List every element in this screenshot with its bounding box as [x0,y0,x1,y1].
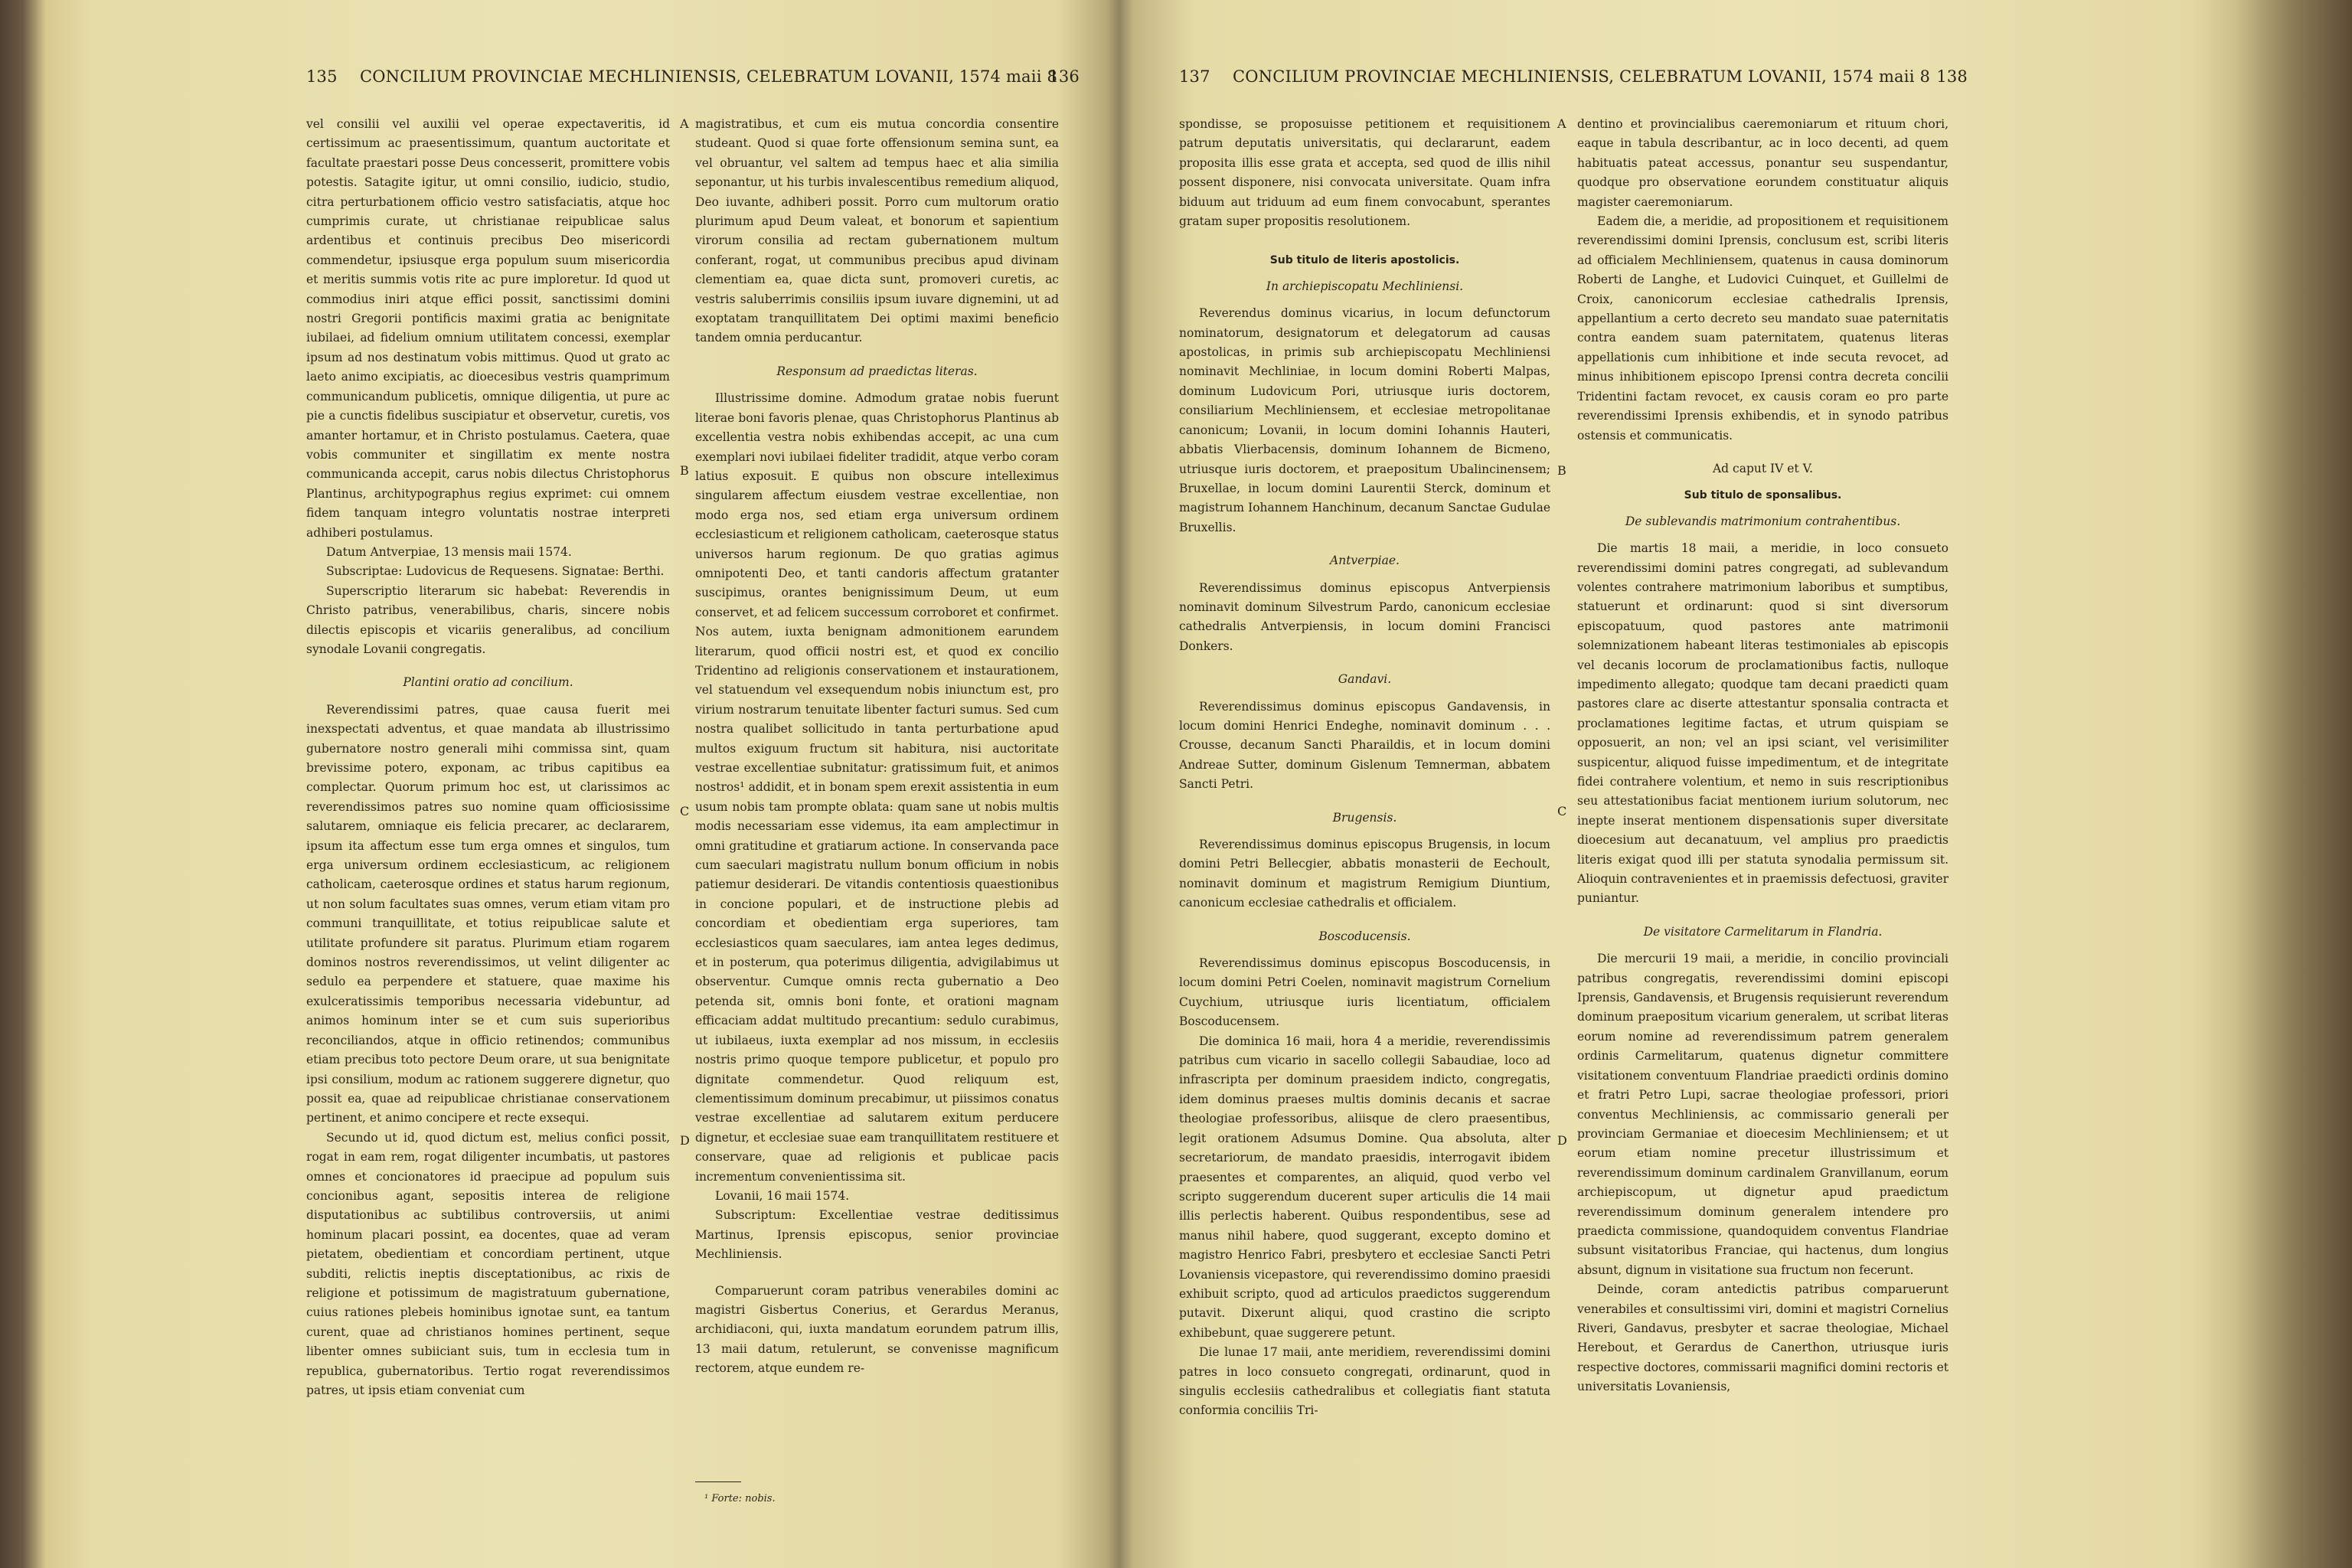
signature-line: Subscriptae: Ludovicus de Requesens. Signatae: Berthi. [326,564,665,579]
margin-letter: A [680,116,689,131]
date-line: Datum Antverpiae, 13 mensis maii 1574. [326,544,572,559]
margin-letter: C [680,804,690,818]
section-heading: Plantini oratio ad concilium. [403,675,573,690]
margin-letter: A [1557,116,1566,131]
paragraph: Secundo ut id, quod dictum est, melius confici possit, rogat in eam rem, rogat diligenter incumbatis, ut pastores omnes et concionatores id praecipue ad populum suis concionibus agant, sepositis interea de religione disputationibus ac subtilibus controversiis, ut animi hominum placari possint, ea docentes, quae ad veram pietatem, obedientiam et concordiam pertinent, utque subditi, relictis ineptis disceptationibus, ac rixis de religione et potissimum de magistratuum gubernatione, cuius rationes plebeis hominibus ignotae sunt, ea tantum curent, quae ad christianos homines pertinent, seque libenter omnes subiiciant suis, tum in ecclesia tum in republica, gubernatoribus. Tertio rogat reverendissimos patres, ut ipsis etiam conveniat cum [306,1130,670,1397]
paragraph: Eadem die, a meridie, ad propositionem et requisitionem reverendissimi domini Iprensis, conclusum est, scribi literis ad officialem Mechliniensem, quatenus in causa dominorum Roberti de Langhe, et Ludovici Cuinquet, et Guillelmi de Croix, canonicorum ecclesiae cathedralis Iprensis, appellantium a certo decreto seu mandato suae paternitatis contra eandem suam paternitatem, quatenus literas appellationis cum inhibitione et inde secuta revocet, ad minus inhibitionem episcopo Iprensi contra decreta concilii Tridentini factam revocet, ex causis coram eo pro parte reverendissimi Iprensis exhibendis, et in synodo patribus ostensis et communicatis. [1577,214,1949,443]
paragraph: Comparuerunt coram patribus venerabiles domini ac magistri Gisbertus Conerius, et Gerardus Meranus, archidiaconi, qui, iuxta mandatum eorundem patrum illis, 13 maii datum, retulerunt, se convenisse magnificum rectorem, atque eundem re- [695,1283,1059,1376]
section-heading: Ad caput IV et V. [1712,461,1813,475]
subsection-heading: De visitatore Carmelitarum in Flandria. [1643,924,1883,939]
subsection-heading: Boscoducensis. [1318,929,1411,943]
running-header [1179,67,1968,98]
footnote-rule [695,1481,741,1482]
section-heading: Sub titulo de sponsalibus. [1684,489,1842,502]
column-left [1179,115,1550,1508]
paragraph: dentino et provincialibus caeremoniarum et rituum chori, eaque in tabula describantur, ac in loco decenti, ad quem habituatis pateat accessus, ponantur seu suspendantur, quodque pro observatione eorundem constituatur aliquis magister caeremoniarum. [1577,117,1949,209]
column-right [1577,115,1949,1508]
left-page [306,0,1080,1568]
paragraph: Reverendissimus dominus episcopus Antverpiensis nominavit dominum Silvestrum Pardo, canonicum ecclesiae cathedralis Antverpiensis, in locum domini Francisci Donkers. [1179,580,1550,653]
running-title: CONCILIUM PROVINCIAE MECHLINIENSIS, CELEBRATUM LOVANII, 1574 maii 8 [1233,67,1931,86]
margin-letter: B [1557,463,1566,478]
margin-letter: D [680,1133,690,1148]
running-title: CONCILIUM PROVINCIAE MECHLINIENSIS, CELEBRATUM LOVANII, 1574 maii 8 [360,67,1058,86]
section-heading: Sub titulo de literis apostolicis. [1269,254,1460,267]
footnote: ¹ Forte: nobis. [704,1493,776,1504]
page-number: 138 [1936,67,1968,86]
paragraph: vel consilii vel auxilii vel operae expectaveritis, id certissimum ac praesentissimum, quantum auctoritate et facultate praestari posse Deus concesserit, promittere vobis potestis. Satagite igitur, ut omni consilio, iudicio, studio, citra perturbationem officio vestro satisfaciatis, atque hoc cumprimis curate, ut christianae reipublicae salus ardentibus et continuis precibus Deo misericordi commendetur, ipsiusque erga populum suum misericordia et meritis summis votis rite ac pure imploretur. Id quod ut commodius iniri atque effici possit, sanctissimi domini nostri Gregorii pontificis maximi gratia ac benignitate iubilaei, ad fidelium omnium utilitatem concessi, exemplar ipsum ad nos destinatum vobis mittimus. Quod ut grato ac laeto animo excipiatis, ac dioecesibus vestris quamprimum communicandum publicetis, omnique diligentia, ut pure ac pie a cunctis fidelibus suscipiatur et observetur, curetis, vos amanter hortamur, et in Christo postulamus. Caetera, quae vobis communiter et singillatim ex mente nostra communicanda accepit, carus nobis dilectus Christophorus Plantinus, architypographus regius exprimet: cui omnem fidem tanquam integro voluntatis nostrae interpreti adhiberi postulamus. [306,117,670,540]
paragraph: Die martis 18 maii, a meridie, in loco consueto reverendissimi domini patres congregati, ad sublevandum volentes contrahere matrimonium laboribus et sumptibus, statuerunt et ordinarunt: quod si sint diversorum episcopatuum, quod pastores ante matrimonii solemnizationem habeant literas testimoniales ab episcopis vel decanis locorum de proclamationibus factis, nulloque impedimento allegato; quodque tam decani praedicti quam pastores clare ac diserte attestantur sponsalia contracta et proclamationes legitime factas, et utrum quispiam se opposuerit, an non; vel an ipsi sciant, vel verisimiliter suspicentur, aliquod fuisse impedimentum, et de integritate fidei contrahere volentium, et nemo in suis rescriptionibus seu attestationibus faciat mentionem iurium solutorum, nec inepte inserat mentionem dispensationis super diversitate dioecesium aut decanatuum, vel amplius pro praedictis literis exigat quod illi per statuta synodalia permissum sit. Alioquin contravenientes et in praemissis defectuosi, graviter puniantur. [1577,541,1949,906]
subsection-heading: Brugensis. [1332,810,1397,825]
subsection-heading: In archiepiscopatu Mechliniensi. [1266,279,1464,293]
margin-letter: B [680,463,689,478]
paragraph: Deinde, coram antedictis patribus comparuerunt venerabiles et consultissimi viri, domini et magistri Cornelius Riveri, Gandavus, presbyter et sacrae theologiae, Michael Herebout, et Gerardus de Canerthon, utriusque iuris respective doctores, commissarii magnifici domini rectoris et universitatis Lovaniensis, [1577,1282,1949,1394]
subsection-heading: Gandavi. [1338,672,1392,687]
paragraph: Die lunae 17 maii, ante meridiem, reverendissimi domini patres in loco consueto congregati, ordinarunt, quod in singulis ecclesiis cathedralibus et collegiatis fiant statuta conformia conciliis Tri- [1179,1345,1550,1418]
paragraph: Die dominica 16 maii, hora 4 a meridie, reverendissimis patribus cum vicario in sacello collegii Sabaudiae, loco ad infrascripta per dominum praesidem indicto, congregatis, idem dominus praeses multis dominis decanis et sacrae theologiae professoribus, aliisque de clero praesentibus, legit orationem Adsumus Domine. Qua absoluta, alter secretariorum, de mandato praesidis, interrogavit ibidem praesentes et comparentes, an aliquid, quod verbo vel scripto suggerendum ducerent super articulis die 14 maii illis perlectis haberent. Quibus respondentibus, sese ad manus nihil habere, quod suggerant, excepto domino et magistro Henrico Fabri, presbytero et ecclesiae Sancti Petri Lovaniensis vicepastore, qui reverendissimo domino praesidi exhibuit scripto, quod ad articulos praedictos suggerendum putavit. Dixerunt aliqui, quod crastino die scripto exhibebunt, quae suggerere petunt. [1179,1034,1550,1340]
page-number: 135 [306,67,338,86]
section-heading: Responsum ad praedictas literas. [776,364,978,378]
margin-letter: D [1557,1133,1567,1148]
subsection-heading: Antverpiae. [1330,554,1400,568]
signature-line: Subscriptum: Excellentiae vestrae deditissimus Martinus, Iprensis episcopus, senior provinciae Mechliniensis. [695,1208,1059,1262]
paragraph: magistratibus, et cum eis mutua concordia consentire studeant. Quod si quae forte offensionum semina sunt, ea vel obruantur, vel saltem ad tempus haec et alia similia seponantur, ut his turbis invalescentibus remedium aliquod, Deo iuvante, adhiberi possit. Porro cum multorum oratio plurimum apud Deum valeat, et bonorum et sapientium virorum consilia ad rectam gubernationem multum conferant, rogat, ut communibus precibus apud divinam clementiam ea, quae dicta sunt, promoveri curetis, ac vestris saluberrimis consiliis ipsum iuvare dignemini, ut ad exoptatam tranquillitatem Dei optimi maximi beneficio tandem omnia perducantur. [695,117,1059,345]
page-number: 136 [1048,67,1080,86]
paragraph: Reverendissimus dominus episcopus Boscoducensis, in locum domini Petri Coelen, nominavit magistrum Cornelium Cuychium, utriusque iuris licentiatum, officialem Boscoducensem. [1179,956,1550,1029]
date-line: Lovanii, 16 maii 1574. [715,1188,850,1203]
paragraph: Reverendissimi patres, quae causa fuerit mei inexspectati adventus, et quae mandata ab illustrissimo gubernatore nostro generali mihi commissa sint, quam brevissime potero, exponam, ac tribus capitibus ea complectar. Quorum primum hoc est, ut clarissimos ac reverendissimos patres suo nomine quam officiosissime salutarem, omniaque eis felicia precarer, ac declararem, ipsum ita affectum esse tum erga omnes et singulos, tum erga universum ordinem ecclesiasticum, ac religionem catholicam, caeterosque ordines et status harum regionum, ut non solum facultates suas omnes, verum etiam vitam pro communi tranquillitate, et totius reipublicae salute et utilitate profundere sit paratus. Plurimum etiam rogarem dominos nostros reverendissimos, ut velint diligenter ac sedulo ea perpendere et statuere, quae maxime his exulceratissimis temporibus necessaria videbuntur, ad animos hominum inter se et cum suis superioribus reconciliandos, atque in officio retinendos; communibus etiam precibus toto pectore Deum orare, ut sua benignitate ipsi consilium, modum ac rationem suggerere dignetur, quo possit ea, quae ad reipublicae christianae conservationem pertinent, et animo concipere et recte exsequi. [306,702,670,1125]
paragraph: Reverendus dominus vicarius, in locum defunctorum nominatorum, designatorum et delegatorum ad causas apostolicas, in primis sub archiepiscopatu Mechliniensi nominavit Mechliniae, in locum domini Roberti Malpas, dominum Ludovicum Pori, utriusque iuris doctorem, consiliarium Mechliniensem, et ecclesiae metropolitanae canonicum; Lovanii, in locum domini Iohannis Hauteri, abbatis Vlierbacensis, dominum Iohannem de Bicmeno, utriusque iuris doctorem, et praepositum Ubalincinensem; Bruxellae, in locum domini Laurentii Sterck, dominum et magistrum Iohannem Hanchinum, decanum Sanctae Gudulae Bruxellis. [1179,306,1550,534]
page-number: 137 [1179,67,1210,86]
paragraph: Reverendissimus dominus episcopus Gandavensis, in locum domini Henrici Endeghe, nominavit dominum . . . Crousse, decanum Sancti Pharaildis, et in locum domini Andreae Sutter, dominum Gislenum Temnerman, abbatem Sancti Petri. [1179,699,1550,792]
superscription: Superscriptio literarum sic habebat: Reverendis in Christo patribus, venerabilibus, charis, sincere nobis dilectis episcopis et vicariis generalibus, ad concilium synodale Lovanii congregatis. [306,583,670,656]
margin-letter: C [1557,804,1567,818]
right-page [1179,0,1968,1568]
column-left [306,115,670,1508]
running-header [306,67,1080,98]
column-right [695,115,1059,1508]
paragraph: spondisse, se proposuisse petitionem et requisitionem patrum deputatis universitatis, qui declararunt, eadem proposita illis esse grata et accepta, sed quod de illis nihil possent disponere, nisi convocata universitate. Quam infra biduum aut triduum ad eum finem convocabunt, sperantes gratam super propositis resolutionem. [1179,117,1550,229]
paragraph: Die mercurii 19 maii, a meridie, in concilio provinciali patribus congregatis, reverendissimi domini episcopi Iprensis, Gandavensis, et Brugensis requisierunt reverendum dominum praepositum vicarium generalem, ut scribat literas eorum nomine ad reverendissimum patrem generalem ordinis Carmelitarum, quatenus dignetur committere visitationem conventuum Flandriae praedicti ordinis domino et fratri Petro Lupi, sacrae theologiae professori, priori conventus Mechliniensis, ac commissario generali per provinciam Germaniae et dioecesim Mechliniensem; et ut eorum etiam nomine precetur illustrissimum et reverendissimum dominum cardinalem Granvillanum, eorum archiepiscopum, ut dignetur apud praedictum reverendissimum dominum generalem intendere pro praedicta commissione, quandoquidem conventus Flandriae subsunt visitatoribus Franciae, qui hactenus, dum longius absunt, dignum in visitatione sua fructum non fecerunt. [1577,952,1949,1277]
paragraph: Illustrissime domine. Admodum gratae nobis fuerunt literae boni favoris plenae, quas Christophorus Plantinus ab excellentia vestra nobis exhibendas accepit, ac una cum exemplari novi iubilaei fideliter tradidit, atque verbo coram latius exposuit. E quibus non obscure intelleximus singularem affectum eiusdem vestrae excellentiae, non modo erga nos, sed etiam erga universum ordinem ecclesiasticum et religionem catholicam, caeterosque status universos harum regionum. De quo gratias agimus omnipotenti Deo, et tanti candoris affectum gratanter suscipimus, orantes benignissimum Deum, ut eum conservet, et ad felicem successum corroboret et confirmet. Nos autem, iuxta benignam admonitionem earundem literarum, quod officii nostri est, et quod ex concilio Tridentino ad religionis conservationem et instaurationem, vel statuendum vel exsequendum nobis iniunctum est, pro virium nostrarum tenuitate libenter facturi sumus. Sed cum nostra qualibet sollicitudo in tanta perturbatione apud multos exiguum fructum sit habitura, nisi auctoritate vestrae excellentiae subnitatur: gratissimum fuit, et animos nostros¹ addidit, et in bonam spem erexit assistentia in eum usum nobis tam prompte oblata: quam sane ut nobis multis modis necessariam esse videmus, ita eam amplectimur in omni gratitudine et gratiarum actione. In conservanda pace cum saeculari magistratu nullum bonum officium in nobis patiemur desiderari. De vitandis contentiosis quaestionibus in concione populari, et de instructione plebis ad concordiam et obedientiam erga superiores, tam ecclesiasticos quam saeculares, iam antea leges dedimus, et in posterum, qua poterimus diligentia, advigilabimus ut observentur. Cumque omnis recta gubernatio a Deo petenda sit, omnis boni fonte, et orationi magnam efficaciam addat multitudo precantium: sedulo curabimus, ut iubilaeus, iuxta exemplar ad nos missum, in ecclesiis nostris primo quoque tempore publicetur, et populo pro dignitate commendetur. Quod reliquum est, clementissimum dominum precabimur, ut piissimos conatus vestrae excellentiae ad salutarem exitum perducere dignetur, et ecclesiae suae eam tranquillitatem restituere et conservare, quae ad religionis et publicae pacis incrementum convenientissima sit. [695,391,1059,1184]
paragraph: Reverendissimus dominus episcopus Brugensis, in locum domini Petri Bellecgier, abbatis monasterii de Eechoult, nominavit dominum et magistrum Remigium Diuntium, canonicum ecclesiae cathedralis et officialem. [1179,838,1550,910]
subsection-heading: De sublevandis matrimonium contrahentibus. [1625,514,1901,528]
